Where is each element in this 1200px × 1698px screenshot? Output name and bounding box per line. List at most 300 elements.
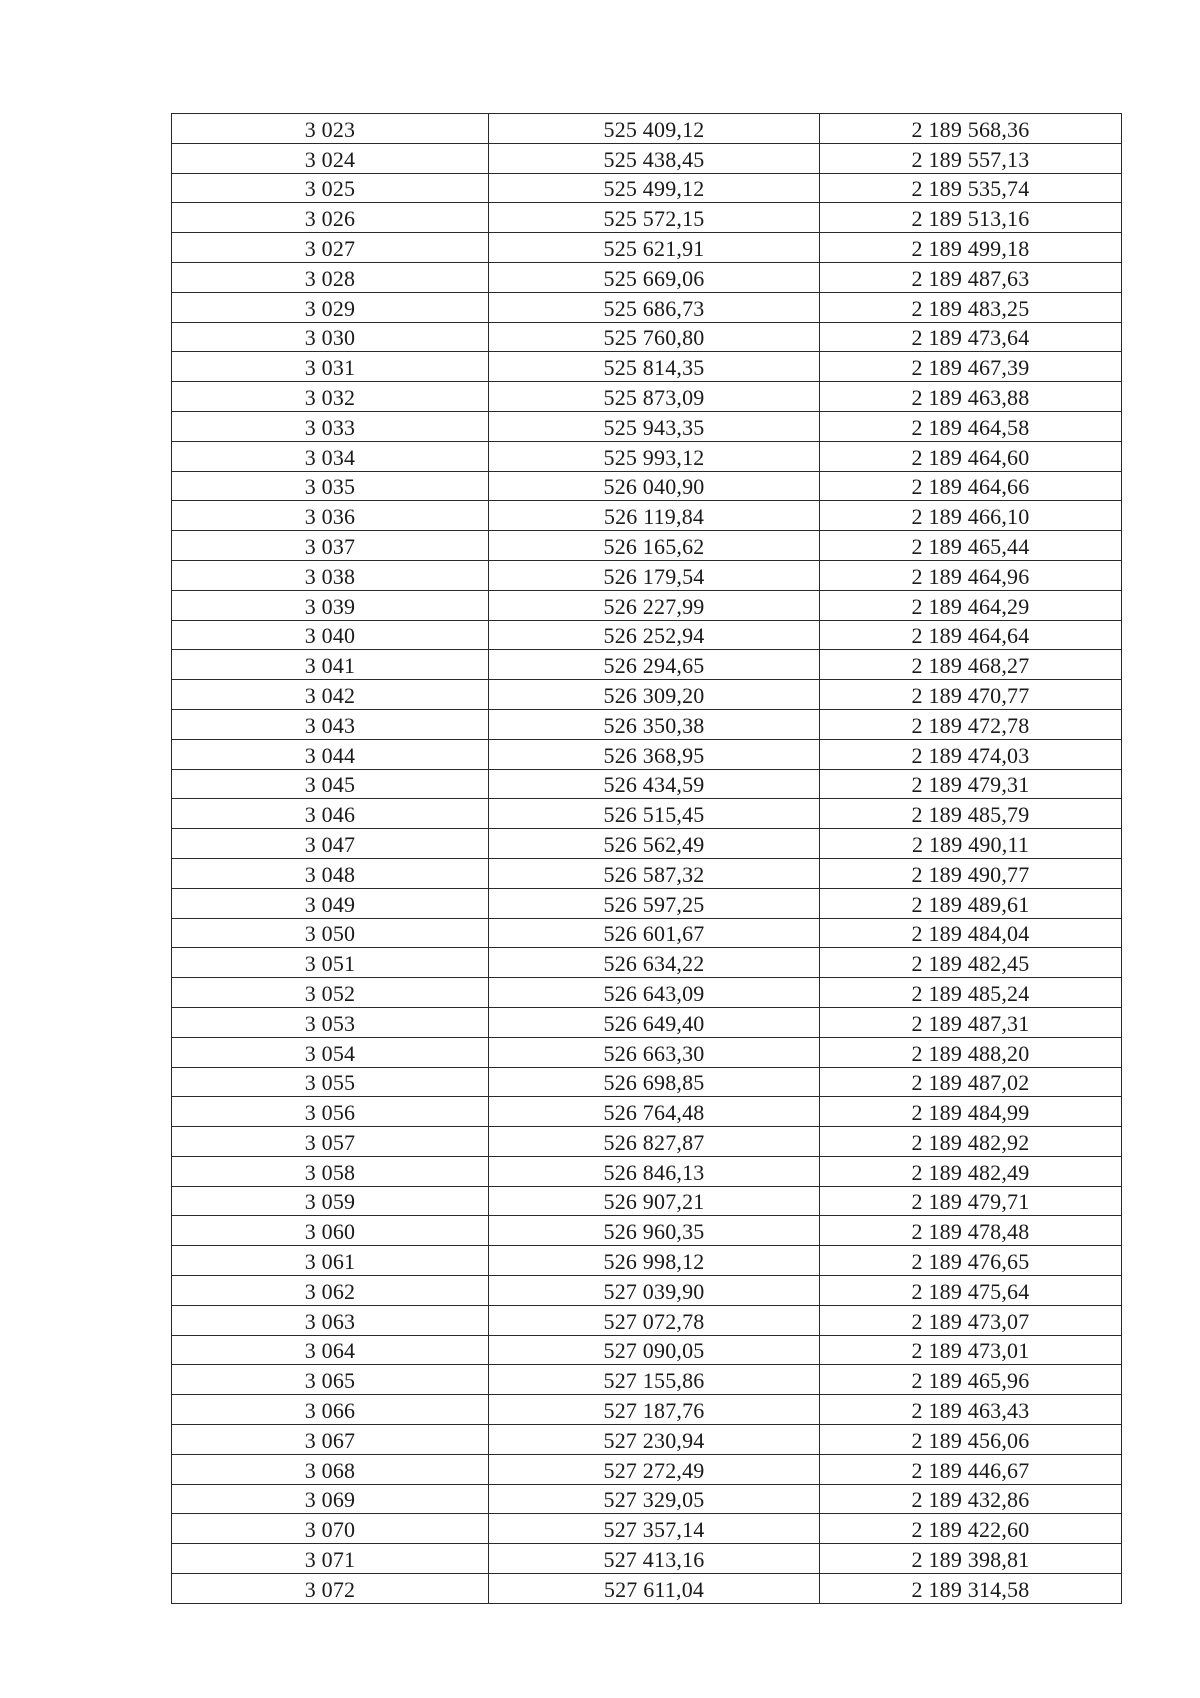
y-coordinate-cell-text: 2 189 465,44	[911, 533, 1030, 559]
table-row	[172, 709, 1122, 739]
y-coordinate-cell-text: 2 189 482,49	[911, 1159, 1030, 1185]
point-number-cell-text: 3 062	[304, 1278, 356, 1304]
x-coordinate-cell-text: 525 499,12	[603, 176, 705, 202]
y-coordinate-cell	[820, 1574, 1122, 1604]
table-row	[172, 1246, 1122, 1276]
y-coordinate-cell-text: 2 189 456,06	[911, 1427, 1030, 1453]
y-coordinate-cell	[820, 1305, 1122, 1335]
table-row	[172, 471, 1122, 501]
x-coordinate-cell	[489, 1514, 820, 1544]
y-coordinate-cell	[820, 114, 1122, 144]
y-coordinate-cell	[820, 1037, 1122, 1067]
x-coordinate-cell-text: 527 357,14	[603, 1517, 705, 1543]
y-coordinate-cell-text: 2 189 467,39	[911, 355, 1030, 381]
x-coordinate-cell-text: 527 329,05	[603, 1487, 705, 1513]
x-coordinate-cell-text: 526 294,65	[603, 653, 705, 679]
x-coordinate-cell-text: 527 611,04	[603, 1576, 705, 1602]
point-number-cell	[172, 352, 489, 382]
point-number-cell	[172, 1067, 489, 1097]
x-coordinate-cell	[489, 322, 820, 352]
y-coordinate-cell-text: 2 189 487,63	[911, 265, 1030, 291]
x-coordinate-cell	[489, 203, 820, 233]
point-number-cell-text: 3 049	[304, 891, 356, 917]
y-coordinate-cell-text: 2 189 474,03	[911, 742, 1030, 768]
y-coordinate-cell	[820, 382, 1122, 412]
y-coordinate-cell	[820, 1067, 1122, 1097]
x-coordinate-cell-text: 526 179,54	[603, 563, 705, 589]
x-coordinate-cell	[489, 1037, 820, 1067]
x-coordinate-cell-text: 526 119,84	[603, 504, 705, 530]
x-coordinate-cell	[489, 1156, 820, 1186]
table-row	[172, 1216, 1122, 1246]
x-coordinate-cell-text: 526 597,25	[603, 891, 705, 917]
point-number-cell-text: 3 030	[304, 325, 356, 351]
x-coordinate-cell-text: 527 230,94	[603, 1427, 705, 1453]
y-coordinate-cell	[820, 1246, 1122, 1276]
point-number-cell-text: 3 028	[304, 265, 356, 291]
x-coordinate-cell-text: 525 409,12	[603, 116, 705, 142]
point-number-cell-text: 3 025	[304, 176, 356, 202]
y-coordinate-cell	[820, 590, 1122, 620]
table-row	[172, 918, 1122, 948]
point-number-cell-text: 3 069	[304, 1487, 356, 1513]
x-coordinate-cell-text: 526 601,67	[603, 921, 705, 947]
table-row	[172, 1305, 1122, 1335]
point-number-cell-text: 3 029	[304, 295, 356, 321]
y-coordinate-cell	[820, 203, 1122, 233]
x-coordinate-cell-text: 527 072,78	[603, 1308, 705, 1334]
point-number-cell	[172, 948, 489, 978]
table-row	[172, 1454, 1122, 1484]
point-number-cell	[172, 1335, 489, 1365]
y-coordinate-cell-text: 2 189 490,11	[911, 831, 1030, 857]
table-row	[172, 1425, 1122, 1455]
point-number-cell-text: 3 035	[304, 474, 356, 500]
y-coordinate-cell-text: 2 189 557,13	[911, 146, 1030, 172]
point-number-cell-text: 3 053	[304, 1010, 356, 1036]
y-coordinate-cell	[820, 322, 1122, 352]
x-coordinate-cell	[489, 233, 820, 263]
y-coordinate-cell-text: 2 189 446,67	[911, 1457, 1030, 1483]
x-coordinate-cell-text: 525 993,12	[603, 444, 705, 470]
point-number-cell	[172, 829, 489, 859]
table-row	[172, 829, 1122, 859]
point-number-cell	[172, 650, 489, 680]
y-coordinate-cell-text: 2 189 473,07	[911, 1308, 1030, 1334]
x-coordinate-cell	[489, 1007, 820, 1037]
point-number-cell	[172, 680, 489, 710]
y-coordinate-cell-text: 2 189 482,45	[911, 951, 1030, 977]
point-number-cell	[172, 560, 489, 590]
table-row	[172, 322, 1122, 352]
point-number-cell-text: 3 039	[304, 593, 356, 619]
x-coordinate-cell-text: 526 434,59	[603, 772, 705, 798]
point-number-cell	[172, 1365, 489, 1395]
y-coordinate-cell	[820, 1007, 1122, 1037]
x-coordinate-cell-text: 525 814,35	[603, 355, 705, 381]
y-coordinate-cell-text: 2 189 472,78	[911, 712, 1030, 738]
y-coordinate-cell	[820, 560, 1122, 590]
x-coordinate-cell-text: 526 698,85	[603, 1070, 705, 1096]
y-coordinate-cell	[820, 1514, 1122, 1544]
table-row	[172, 978, 1122, 1008]
point-number-cell	[172, 1484, 489, 1514]
point-number-cell-text: 3 070	[304, 1517, 356, 1543]
x-coordinate-cell	[489, 858, 820, 888]
point-number-cell	[172, 531, 489, 561]
y-coordinate-cell-text: 2 189 314,58	[911, 1576, 1030, 1602]
x-coordinate-cell-text: 527 272,49	[603, 1457, 705, 1483]
table-row	[172, 173, 1122, 203]
table-row	[172, 1127, 1122, 1157]
point-number-cell	[172, 441, 489, 471]
x-coordinate-cell	[489, 1425, 820, 1455]
point-number-cell	[172, 1216, 489, 1246]
x-coordinate-cell	[489, 1246, 820, 1276]
x-coordinate-cell-text: 526 252,94	[603, 623, 705, 649]
point-number-cell-text: 3 064	[304, 1338, 356, 1364]
y-coordinate-cell	[820, 531, 1122, 561]
point-number-cell-text: 3 054	[304, 1040, 356, 1066]
y-coordinate-cell-text: 2 189 478,48	[911, 1219, 1030, 1245]
point-number-cell	[172, 858, 489, 888]
y-coordinate-cell	[820, 1484, 1122, 1514]
x-coordinate-cell	[489, 173, 820, 203]
y-coordinate-cell-text: 2 189 487,31	[911, 1010, 1030, 1036]
x-coordinate-cell	[489, 471, 820, 501]
x-coordinate-cell	[489, 590, 820, 620]
point-number-cell	[172, 590, 489, 620]
point-number-cell	[172, 1305, 489, 1335]
x-coordinate-cell	[489, 1097, 820, 1127]
y-coordinate-cell	[820, 799, 1122, 829]
x-coordinate-cell	[489, 948, 820, 978]
table-row	[172, 948, 1122, 978]
table-row	[172, 262, 1122, 292]
y-coordinate-cell-text: 2 189 464,96	[911, 563, 1030, 589]
y-coordinate-cell-text: 2 189 535,74	[911, 176, 1030, 202]
point-number-cell-text: 3 043	[304, 712, 356, 738]
y-coordinate-cell-text: 2 189 479,71	[911, 1189, 1030, 1215]
point-number-cell-text: 3 023	[304, 116, 356, 142]
y-coordinate-cell	[820, 143, 1122, 173]
x-coordinate-cell-text: 526 764,48	[603, 1100, 705, 1126]
x-coordinate-cell-text: 526 309,20	[603, 682, 705, 708]
x-coordinate-cell	[489, 501, 820, 531]
point-number-cell	[172, 411, 489, 441]
point-number-cell-text: 3 031	[304, 355, 356, 381]
y-coordinate-cell-text: 2 189 468,27	[911, 653, 1030, 679]
point-number-cell-text: 3 032	[304, 384, 356, 410]
x-coordinate-cell	[489, 262, 820, 292]
y-coordinate-cell-text: 2 189 488,20	[911, 1040, 1030, 1066]
table-row	[172, 1067, 1122, 1097]
point-number-cell-text: 3 046	[304, 802, 356, 828]
y-coordinate-cell	[820, 1395, 1122, 1425]
y-coordinate-cell	[820, 709, 1122, 739]
x-coordinate-cell	[489, 1067, 820, 1097]
x-coordinate-cell-text: 527 039,90	[603, 1278, 705, 1304]
y-coordinate-cell-text: 2 189 464,29	[911, 593, 1030, 619]
y-coordinate-cell-text: 2 189 487,02	[911, 1070, 1030, 1096]
x-coordinate-cell-text: 525 572,15	[603, 206, 705, 232]
x-coordinate-cell	[489, 531, 820, 561]
point-number-cell-text: 3 047	[304, 831, 356, 857]
point-number-cell	[172, 471, 489, 501]
y-coordinate-cell	[820, 650, 1122, 680]
y-coordinate-cell	[820, 829, 1122, 859]
y-coordinate-cell	[820, 292, 1122, 322]
y-coordinate-cell	[820, 948, 1122, 978]
table-row	[172, 501, 1122, 531]
coordinates-table-body	[172, 114, 1122, 1604]
x-coordinate-cell-text: 526 165,62	[603, 533, 705, 559]
point-number-cell-text: 3 038	[304, 563, 356, 589]
table-row	[172, 620, 1122, 650]
x-coordinate-cell-text: 527 187,76	[603, 1398, 705, 1424]
table-row	[172, 1574, 1122, 1604]
x-coordinate-cell-text: 526 350,38	[603, 712, 705, 738]
table-row	[172, 1514, 1122, 1544]
y-coordinate-cell	[820, 888, 1122, 918]
y-coordinate-cell	[820, 918, 1122, 948]
x-coordinate-cell	[489, 650, 820, 680]
point-number-cell-text: 3 057	[304, 1129, 356, 1155]
x-coordinate-cell-text: 526 040,90	[603, 474, 705, 500]
x-coordinate-cell-text: 525 686,73	[603, 295, 705, 321]
table-row	[172, 292, 1122, 322]
x-coordinate-cell	[489, 888, 820, 918]
point-number-cell-text: 3 060	[304, 1219, 356, 1245]
y-coordinate-cell-text: 2 189 463,88	[911, 384, 1030, 410]
y-coordinate-cell	[820, 1454, 1122, 1484]
y-coordinate-cell-text: 2 189 513,16	[911, 206, 1030, 232]
table-row	[172, 233, 1122, 263]
point-number-cell	[172, 143, 489, 173]
point-number-cell	[172, 322, 489, 352]
table-row	[172, 560, 1122, 590]
table-row	[172, 590, 1122, 620]
y-coordinate-cell	[820, 680, 1122, 710]
point-number-cell-text: 3 055	[304, 1070, 356, 1096]
x-coordinate-cell	[489, 114, 820, 144]
table-row	[172, 531, 1122, 561]
point-number-cell-text: 3 051	[304, 951, 356, 977]
y-coordinate-cell-text: 2 189 463,43	[911, 1398, 1030, 1424]
point-number-cell-text: 3 072	[304, 1576, 356, 1602]
table-row	[172, 1484, 1122, 1514]
x-coordinate-cell-text: 526 663,30	[603, 1040, 705, 1066]
table-row	[172, 650, 1122, 680]
x-coordinate-cell	[489, 1335, 820, 1365]
x-coordinate-cell	[489, 620, 820, 650]
point-number-cell	[172, 292, 489, 322]
y-coordinate-cell	[820, 352, 1122, 382]
x-coordinate-cell	[489, 1365, 820, 1395]
y-coordinate-cell-text: 2 189 464,58	[911, 414, 1030, 440]
y-coordinate-cell	[820, 1335, 1122, 1365]
x-coordinate-cell-text: 525 621,91	[603, 235, 705, 261]
x-coordinate-cell	[489, 799, 820, 829]
point-number-cell	[172, 1097, 489, 1127]
y-coordinate-cell-text: 2 189 464,66	[911, 474, 1030, 500]
x-coordinate-cell-text: 525 669,06	[603, 265, 705, 291]
y-coordinate-cell	[820, 620, 1122, 650]
point-number-cell	[172, 1246, 489, 1276]
table-row	[172, 203, 1122, 233]
y-coordinate-cell	[820, 1216, 1122, 1246]
y-coordinate-cell	[820, 173, 1122, 203]
point-number-cell-text: 3 068	[304, 1457, 356, 1483]
y-coordinate-cell	[820, 1365, 1122, 1395]
point-number-cell	[172, 1395, 489, 1425]
point-number-cell	[172, 888, 489, 918]
y-coordinate-cell	[820, 501, 1122, 531]
x-coordinate-cell	[489, 352, 820, 382]
y-coordinate-cell-text: 2 189 422,60	[911, 1517, 1030, 1543]
table-row	[172, 739, 1122, 769]
point-number-cell	[172, 1544, 489, 1574]
x-coordinate-cell-text: 526 643,09	[603, 980, 705, 1006]
point-number-cell	[172, 1007, 489, 1037]
point-number-cell-text: 3 024	[304, 146, 356, 172]
point-number-cell-text: 3 056	[304, 1100, 356, 1126]
x-coordinate-cell-text: 525 760,80	[603, 325, 705, 351]
x-coordinate-cell-text: 527 155,86	[603, 1368, 705, 1394]
table-row	[172, 1097, 1122, 1127]
point-number-cell-text: 3 045	[304, 772, 356, 798]
y-coordinate-cell	[820, 233, 1122, 263]
y-coordinate-cell-text: 2 189 398,81	[911, 1547, 1030, 1573]
x-coordinate-cell	[489, 1395, 820, 1425]
table-row	[172, 1276, 1122, 1306]
point-number-cell	[172, 262, 489, 292]
point-number-cell	[172, 799, 489, 829]
x-coordinate-cell	[489, 680, 820, 710]
point-number-cell	[172, 173, 489, 203]
table-row	[172, 769, 1122, 799]
x-coordinate-cell	[489, 1544, 820, 1574]
x-coordinate-cell	[489, 1574, 820, 1604]
point-number-cell	[172, 620, 489, 650]
point-number-cell	[172, 978, 489, 1008]
y-coordinate-cell	[820, 769, 1122, 799]
table-row	[172, 1335, 1122, 1365]
point-number-cell-text: 3 058	[304, 1159, 356, 1185]
x-coordinate-cell	[489, 1127, 820, 1157]
point-number-cell	[172, 709, 489, 739]
x-coordinate-cell	[489, 1186, 820, 1216]
x-coordinate-cell-text: 526 827,87	[603, 1129, 705, 1155]
y-coordinate-cell-text: 2 189 490,77	[911, 861, 1030, 887]
y-coordinate-cell	[820, 411, 1122, 441]
point-number-cell	[172, 1037, 489, 1067]
table-row	[172, 1186, 1122, 1216]
point-number-cell-text: 3 048	[304, 861, 356, 887]
y-coordinate-cell-text: 2 189 483,25	[911, 295, 1030, 321]
y-coordinate-cell-text: 2 189 476,65	[911, 1249, 1030, 1275]
point-number-cell-text: 3 052	[304, 980, 356, 1006]
point-number-cell-text: 3 066	[304, 1398, 356, 1424]
point-number-cell	[172, 114, 489, 144]
table-row	[172, 1395, 1122, 1425]
point-number-cell-text: 3 061	[304, 1249, 356, 1275]
y-coordinate-cell-text: 2 189 484,99	[911, 1100, 1030, 1126]
point-number-cell	[172, 1127, 489, 1157]
x-coordinate-cell	[489, 1484, 820, 1514]
point-number-cell	[172, 739, 489, 769]
y-coordinate-cell	[820, 1425, 1122, 1455]
table-row	[172, 1037, 1122, 1067]
point-number-cell-text: 3 042	[304, 682, 356, 708]
x-coordinate-cell	[489, 709, 820, 739]
y-coordinate-cell-text: 2 189 432,86	[911, 1487, 1030, 1513]
table-row	[172, 114, 1122, 144]
point-number-cell-text: 3 040	[304, 623, 356, 649]
point-number-cell-text: 3 044	[304, 742, 356, 768]
x-coordinate-cell	[489, 143, 820, 173]
table-row	[172, 143, 1122, 173]
table-row	[172, 858, 1122, 888]
y-coordinate-cell	[820, 858, 1122, 888]
x-coordinate-cell	[489, 292, 820, 322]
point-number-cell-text: 3 059	[304, 1189, 356, 1215]
table-row	[172, 1365, 1122, 1395]
point-number-cell	[172, 1514, 489, 1544]
x-coordinate-cell	[489, 829, 820, 859]
table-row	[172, 1156, 1122, 1186]
y-coordinate-cell	[820, 262, 1122, 292]
y-coordinate-cell-text: 2 189 464,64	[911, 623, 1030, 649]
y-coordinate-cell-text: 2 189 499,18	[911, 235, 1030, 261]
table-row	[172, 888, 1122, 918]
point-number-cell	[172, 1574, 489, 1604]
point-number-cell	[172, 1276, 489, 1306]
x-coordinate-cell-text: 526 649,40	[603, 1010, 705, 1036]
point-number-cell	[172, 1425, 489, 1455]
x-coordinate-cell-text: 526 515,45	[603, 802, 705, 828]
y-coordinate-cell-text: 2 189 466,10	[911, 504, 1030, 530]
table-row	[172, 382, 1122, 412]
point-number-cell	[172, 1186, 489, 1216]
point-number-cell-text: 3 037	[304, 533, 356, 559]
x-coordinate-cell-text: 525 943,35	[603, 414, 705, 440]
point-number-cell-text: 3 065	[304, 1368, 356, 1394]
y-coordinate-cell-text: 2 189 465,96	[911, 1368, 1030, 1394]
y-coordinate-cell	[820, 1186, 1122, 1216]
x-coordinate-cell	[489, 1454, 820, 1484]
point-number-cell	[172, 918, 489, 948]
point-number-cell-text: 3 041	[304, 653, 356, 679]
point-number-cell	[172, 1454, 489, 1484]
y-coordinate-cell-text: 2 189 484,04	[911, 921, 1030, 947]
point-number-cell	[172, 382, 489, 412]
y-coordinate-cell-text: 2 189 473,01	[911, 1338, 1030, 1364]
y-coordinate-cell	[820, 471, 1122, 501]
y-coordinate-cell	[820, 1097, 1122, 1127]
x-coordinate-cell-text: 526 907,21	[603, 1189, 705, 1215]
x-coordinate-cell-text: 525 438,45	[603, 146, 705, 172]
x-coordinate-cell-text: 526 634,22	[603, 951, 705, 977]
table-row	[172, 411, 1122, 441]
x-coordinate-cell-text: 526 960,35	[603, 1219, 705, 1245]
y-coordinate-cell-text: 2 189 479,31	[911, 772, 1030, 798]
x-coordinate-cell	[489, 739, 820, 769]
y-coordinate-cell	[820, 1127, 1122, 1157]
point-number-cell-text: 3 026	[304, 206, 356, 232]
x-coordinate-cell	[489, 560, 820, 590]
point-number-cell-text: 3 063	[304, 1308, 356, 1334]
